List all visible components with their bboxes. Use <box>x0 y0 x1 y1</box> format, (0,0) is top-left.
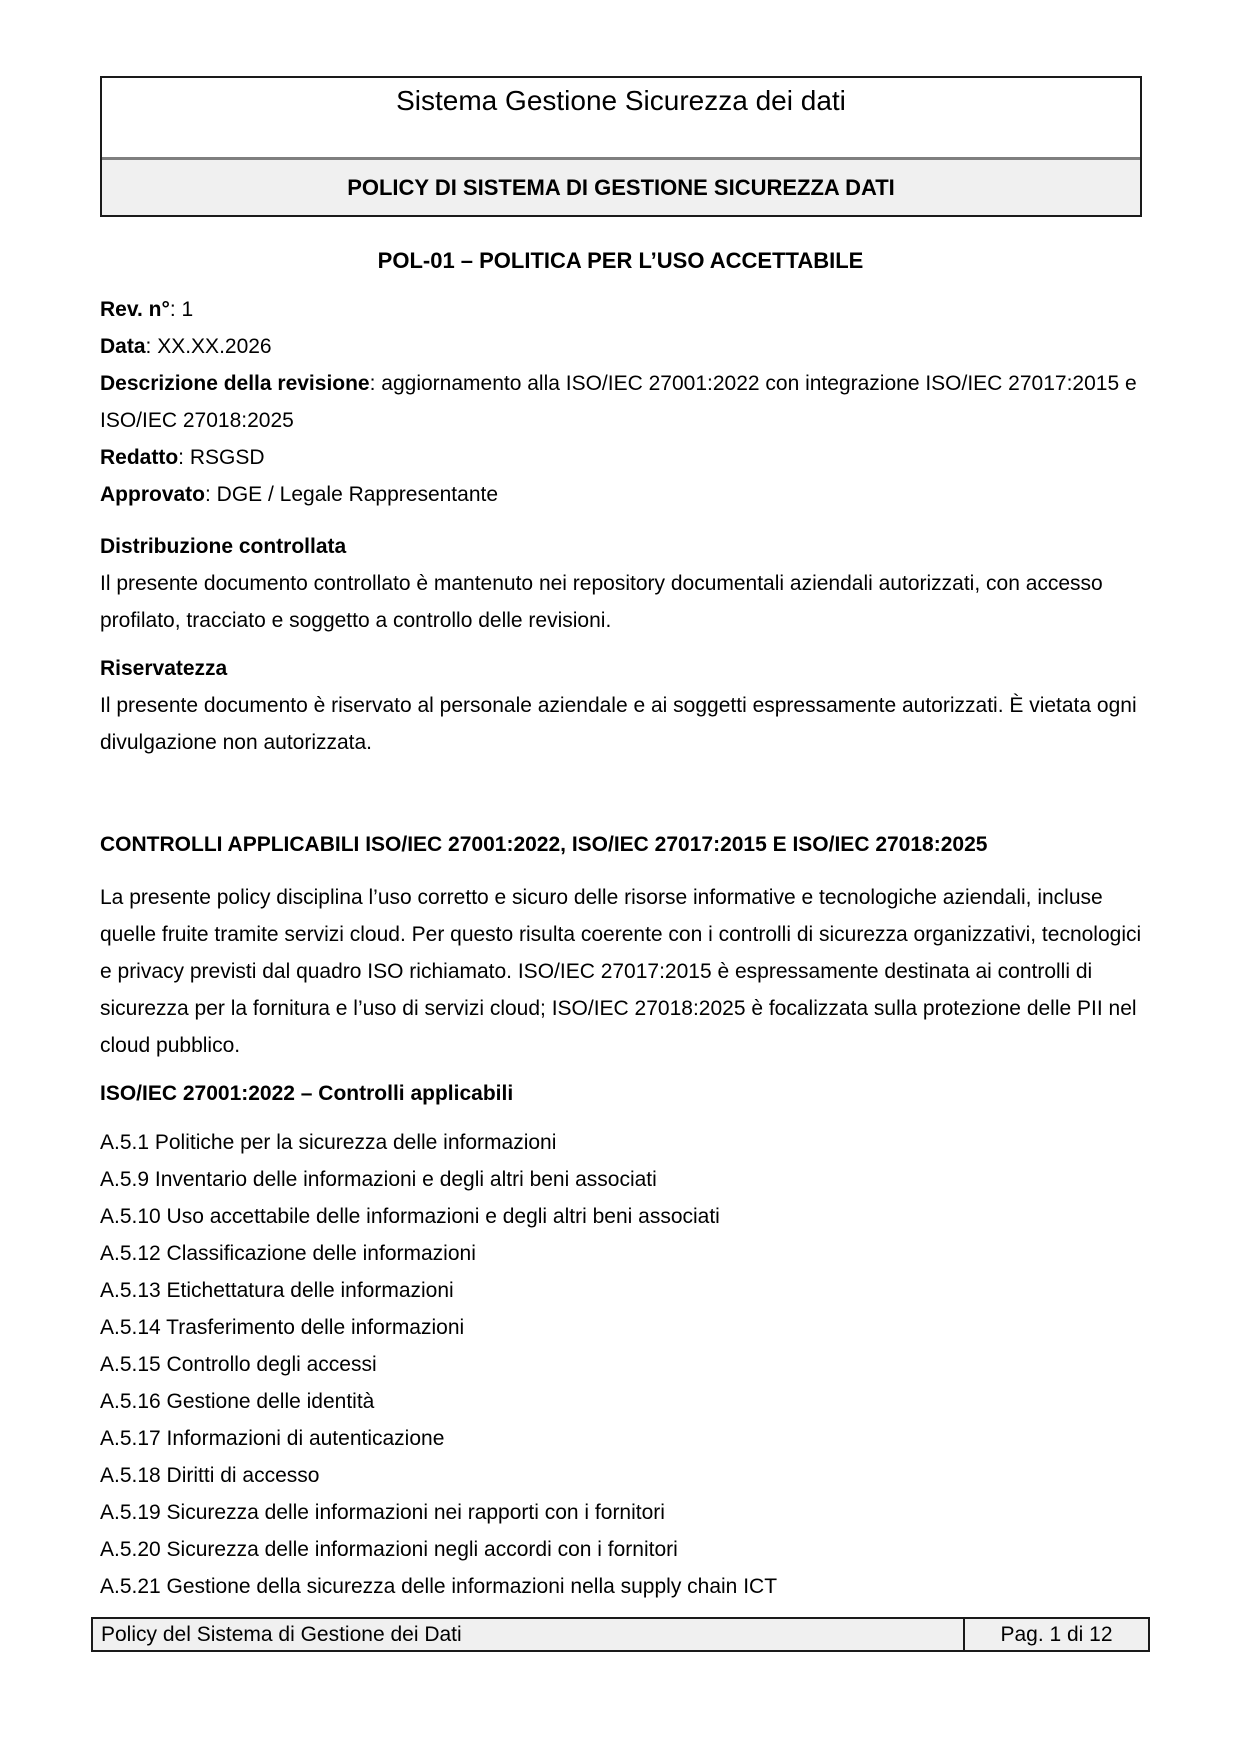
footer-page-number-cell <box>963 1619 1148 1650</box>
control-item: A.5.16 Gestione delle identità <box>100 1390 375 1413</box>
meta-label: Descrizione della revisione <box>100 372 370 395</box>
control-item: A.5.17 Informazioni di autenticazione <box>100 1427 445 1450</box>
meta-label: Rev. n° <box>100 298 170 321</box>
meta-label: Data <box>100 335 146 358</box>
meta-row-data <box>100 328 1142 365</box>
controls-applicable-heading: CONTROLLI APPLICABILI ISO/IEC 27001:2022, ISO/IEC 27017:2015 E ISO/IEC 27018:2025 <box>100 833 988 856</box>
system-title: Sistema Gestione Sicurezza dei dati <box>396 85 846 116</box>
controls-list <box>100 1124 1142 1605</box>
iso-27001-heading: ISO/IEC 27001:2022 – Controlli applicabili <box>100 1082 514 1105</box>
system-title-cell <box>102 78 1140 157</box>
meta-label: Redatto <box>100 446 179 469</box>
control-item: A.5.14 Trasferimento delle informazioni <box>100 1316 465 1339</box>
meta-value: RSGSD <box>189 446 265 469</box>
section-distribuzione <box>100 528 1142 639</box>
policy-subtitle-cell <box>102 157 1140 215</box>
control-item: A.5.13 Etichettatura delle informazioni <box>100 1279 454 1302</box>
footer-document-name-cell <box>93 1619 963 1650</box>
meta-separator: : <box>205 483 217 506</box>
section-heading: Distribuzione controllata <box>100 535 347 558</box>
meta-row-descrizione <box>100 365 1142 439</box>
control-item: A.5.1 Politiche per la sicurezza delle informazioni <box>100 1131 557 1154</box>
meta-label: Approvato <box>100 483 205 506</box>
meta-separator: : <box>169 298 182 321</box>
section-body: Il presente documento è riservato al personale aziendale e ai soggetti espressamente autorizzati. È vietata ogni divulgazione non autorizzata. <box>100 694 1137 754</box>
meta-value: 1 <box>181 298 194 321</box>
section-heading: Riservatezza <box>100 657 228 680</box>
control-item: A.5.12 Classificazione delle informazioni <box>100 1242 476 1265</box>
footer-page-number: Pag. 1 di 12 <box>1000 1622 1113 1646</box>
policy-subtitle: POLICY DI SISTEMA DI GESTIONE SICUREZZA DATI <box>347 174 895 200</box>
revision-meta-block <box>100 291 1142 513</box>
document-header-table <box>100 76 1142 217</box>
page-title: POL-01 – POLITICA PER L’USO ACCETTABILE <box>377 248 864 273</box>
control-item: A.5.10 Uso accettabile delle informazioni e degli altri beni associati <box>100 1205 720 1228</box>
control-item: A.5.15 Controllo degli accessi <box>100 1353 377 1376</box>
control-item: A.5.9 Inventario delle informazioni e degli altri beni associati <box>100 1168 657 1191</box>
document-body <box>100 291 1142 1605</box>
meta-separator: : <box>178 446 190 469</box>
meta-row-approvato <box>100 476 1142 513</box>
meta-separator: : <box>369 372 382 395</box>
controls-intro-paragraph: La presente policy disciplina l’uso corretto e sicuro delle risorse informative e tecnologiche aziendali, incluse quelle fruite tramite servizi cloud. Per questo risulta coerente con i controlli di sicurezza organizzativi, tecnologici e privacy previsti dal quadro ISO richiamato. ISO/IEC 27017:2015 è espressamente destinata ai controlli di sicurezza per la fornitura e l’uso di servizi cloud; ISO/IEC 27018:2025 è focalizzata sulla protezione delle PII nel cloud pubblico. <box>100 886 1142 1057</box>
control-item: A.5.20 Sicurezza delle informazioni negli accordi con i fornitori <box>100 1538 678 1561</box>
meta-value: DGE / Legale Rappresentante <box>216 483 499 506</box>
section-riservatezza <box>100 650 1142 761</box>
control-item: A.5.21 Gestione della sicurezza delle informazioni nella supply chain ICT <box>100 1575 778 1598</box>
meta-separator: : <box>145 335 158 358</box>
meta-value: aggiornamento alla ISO/IEC 27001:2022 con integrazione ISO/IEC 27017:2015 e ISO/IEC 27018:2025 <box>100 372 1137 432</box>
meta-value: XX.XX.2026 <box>157 335 272 358</box>
meta-row-redatto <box>100 439 1142 476</box>
control-item: A.5.19 Sicurezza delle informazioni nei rapporti con i fornitori <box>100 1501 665 1524</box>
control-item: A.5.18 Diritti di accesso <box>100 1464 320 1487</box>
section-body: Il presente documento controllato è mantenuto nei repository documentali aziendali autorizzati, con accesso profilato, tracciato e soggetto a controllo delle revisioni. <box>100 572 1103 632</box>
footer-document-name: Policy del Sistema di Gestione dei Dati <box>101 1622 462 1646</box>
page-footer-table <box>91 1617 1150 1652</box>
meta-row-rev <box>100 291 1142 328</box>
